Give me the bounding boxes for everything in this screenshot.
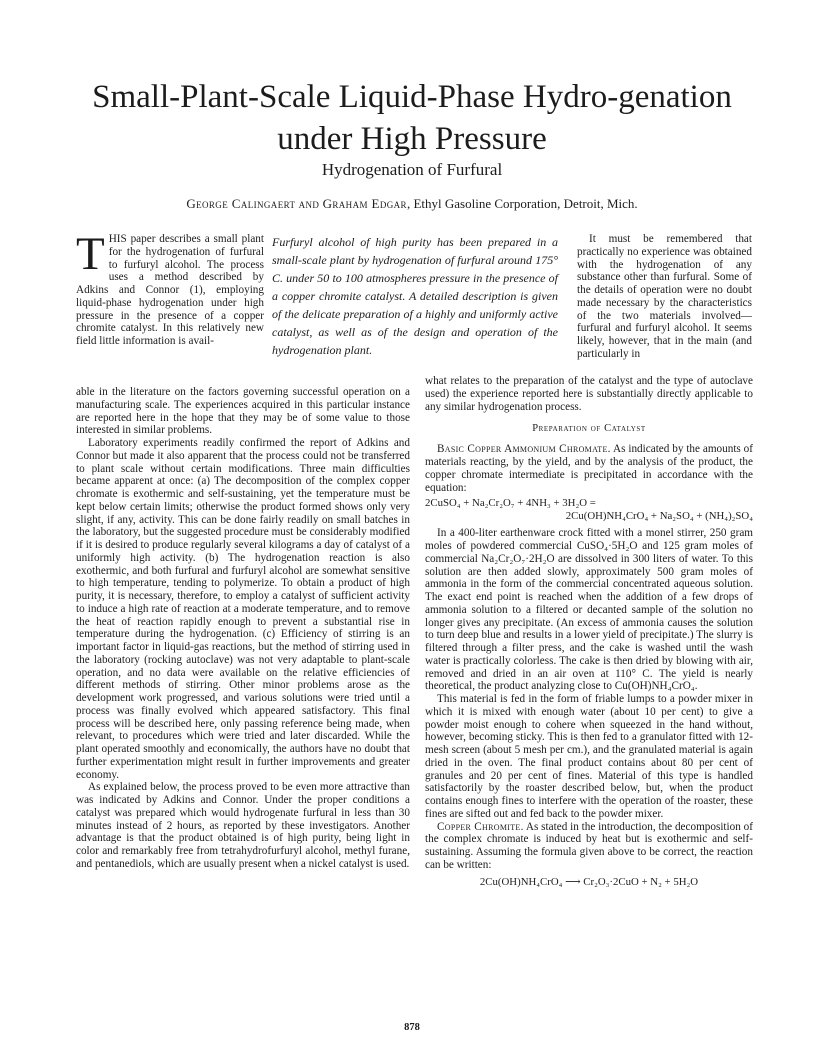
section-heading: Preparation of Catalyst — [532, 423, 646, 435]
affiliation: , Ethyl Gasoline Corporation, Detroit, Mich. — [406, 196, 638, 211]
body-paragraph: Copper Chromite. As stated in the introduction, the decomposition of the complex chromate is induced by heat but is exothermic and self-sustaining. Assuming the formula given above to be correct, the reaction can be written: — [425, 820, 753, 871]
equation-line: 2CuSO₄ + Na₂Cr₂O₇ + 4NH₃ + 3H₂O = — [425, 497, 596, 510]
body-paragraph: This material is fed in the form of friable lumps to a powder mixer in which it is mixed with enough water (about 10 per cent) to give a powder moist enough to cohere when squeezed in the hand without, however, becoming sticky. This is then fed to a granulator fitted with 12-mesh screen (about 5 mesh per cm.), and the granulated material is again dried in the oven. The final product contains about 80 per cent of granules and 20 per cent of fines. Material of this type is handled satisfactorily by the roaster described below, but, when the product contains enough fines to interfere with the operation of the roaster, these fines are sifted out and fed back to the powder mixer. — [425, 693, 753, 820]
chemical-equation — [425, 497, 753, 522]
drop-cap: T — [76, 228, 105, 280]
equation-line: 2Cu(OH)NH₄CrO₄ + Na₂SO₄ + (NH₄)₂SO₄ — [565, 509, 753, 522]
body-paragraph: As explained below, the process proved to be even more attractive than was indicated by Adkins and Connor. Under the proper conditions a catalyst was prepared which would hydrogenate furfural in less than 30 minutes instead of 2 hours, as reported by these investigators. Another advantage is that the product obtained is of high purity, being light in color and remarkably free from tetrahydrofurfuryl alcohol, methyl furane, and pentanediols, which are usually present when a nickel catalyst is used. — [76, 781, 410, 870]
byline-conjunction: and — [298, 196, 320, 211]
right-column-body — [425, 375, 753, 888]
intro-column-top — [76, 228, 264, 348]
author-name: George Calingaert — [186, 196, 296, 211]
body-paragraph: It must be remembered that practically no experience was obtained with the hydrogenation of any substance other than furfural. Some of the details of operation were no doubt made necessary by the characteristics of the two materials involved—furfural and furfuryl alcohol. It seems likely, however, that in the main (and particularly in — [577, 233, 752, 360]
abstract: Furfuryl alcohol of high purity has been prepared in a small-scale plant by hydrogenation of furfural around 175° C. under 50 to 100 atmospheres pressure in the presence of a copper chromite catalyst. A detailed description is given of the delicate preparation of a highly and uniformly active catalyst, as well as of the design and operation of the hydrogenation plant. — [272, 235, 558, 357]
chemical-equation: 2Cu(OH)NH₄CrO₄ ⟶ Cr₂O₃·2CuO + N₂ + 5H₂O — [479, 875, 699, 888]
body-paragraph: what relates to the preparation of the catalyst and the type of autoclave used) the experience reported here is substantially directly applicable to any similar hydrogenation process. — [425, 375, 753, 413]
right-column-top — [577, 233, 752, 361]
left-column-body — [76, 386, 410, 871]
run-in-heading: Copper Chromite. — [437, 820, 524, 833]
run-in-heading: Basic Copper Ammonium Chromate. — [437, 443, 611, 456]
article-subtitle: Hydrogenation of Furfural — [321, 160, 503, 179]
page-number: 878 — [404, 1022, 420, 1033]
intro-paragraph: THIS paper describes a small plant for the hydrogenation of furfural to furfuryl alcohol. The process uses a method described by Adkins and Connor (1), employing liquid-phase hydrogenation under high pressure in the presence of a copper chromite catalyst. In this relatively new field little information is avail- — [76, 228, 264, 347]
body-paragraph: In a 400-liter earthenware crock fitted with a monel stirrer, 250 gram moles of powdered commercial CuSO₄·5H₂O and 125 gram moles of commercial Na₂Cr₂O₇·2H₂O are dissolved in 300 liters of water. To this solution are then added slowly, approximately 500 gram moles of ammonia in the form of the commercial concentrated aqueous solution. The exact end point is reached when the addition of a few drops of ammonia solution to a filtered or decanted sample of the solution no longer gives any precipitate. (An excess of ammonia causes the solution to turn deep blue and results in a lower yield of precipitate.) The slurry is filtered through a filter press, and the cake is washed until the wash water is practically colorless. The cake is then dried by blowing with air, removed and dried in an air oven at 110° C. The yield is nearly theoretical, the product analyzing close to Cu(OH)NH₄CrO₄. — [425, 527, 753, 693]
author-name: Graham Edgar — [322, 196, 407, 211]
byline — [60, 196, 764, 212]
body-paragraph: Basic Copper Ammonium Chromate. As indicated by the amounts of materials reacting, by the yield, and by the analysis of the product, the copper chromate intermediate is precipitated in accordance with the equation: — [425, 443, 753, 494]
body-paragraph: Laboratory experiments readily confirmed the report of Adkins and Connor but made it also apparent that the process could not be transferred to plant scale without certain modifications. Three main difficulties became apparent at once: (a) The decomposition of the complex copper chromate is exothermic and self-sustaining, yet the temperature must be kept below certain limits; otherwise the product formed shows only very slight, if any, activity. This can be done fairly readily on small batches in the laboratory, but the suggested procedure must be considerably modified if it is desired to produce regularly several kilograms a day of catalyst of a uniformly high activity. (b) The hydrogenation reaction is also exothermic, and both furfural and furfuryl alcohol are somewhat sensitive to high temperature, tending to polymerize. To obtain a product of high purity, it is necessary, therefore, to employ a catalyst of sufficient activity to induce a high rate of reaction at a moderate temperature, and to remove the heat of reaction rapidly enough to prevent a substantial rise in temperature during the hydrogenation. (c) Efficiency of stirring is an important factor in liquid-gas reactions, but the method of stirring used in the laboratory (rocking autoclave) was not very adaptable to plant-scale operation, and no data were available on the relative efficiencies of different methods of stirring. Other minor problems arose as the development work progressed, and various solutions were tried until a process was finally evolved which appeared satisfactory. This final process will be described here, only passing reference being made, when relevant, to procedures which were tried and later discarded. While the plant operated smoothly and economically, the authors have no doubt that further experimentation might result in further improvements and greater economy. — [76, 437, 410, 781]
article-title: Small-Plant-Scale Liquid-Phase Hydro-genation under High Pressure — [92, 79, 732, 157]
body-paragraph: able in the literature on the factors governing successful operation on a manufacturing scale. The experiences acquired in this particular instance are reported here in the hope that they may be of some value to those interested in similar problems. — [76, 386, 410, 437]
